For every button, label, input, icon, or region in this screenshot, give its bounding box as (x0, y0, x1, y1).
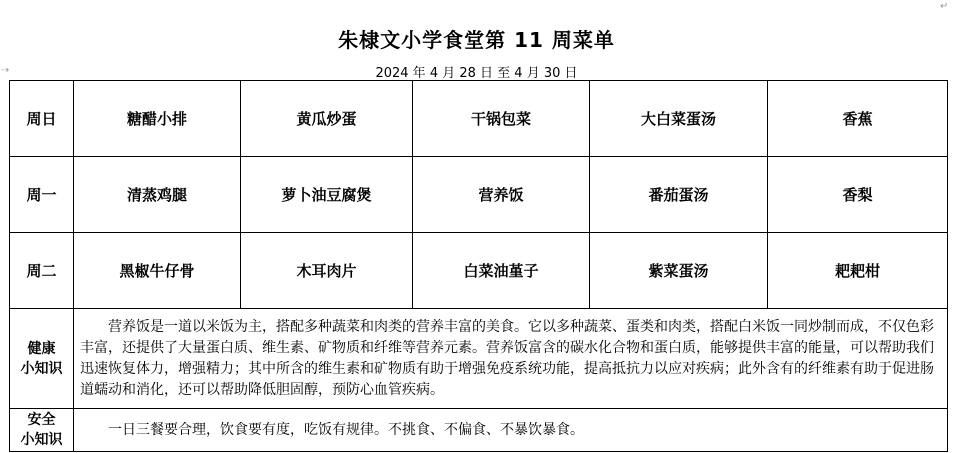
health-label-line1: 健康 (27, 340, 56, 357)
dish-cell: 清蒸鸡腿 (74, 157, 241, 233)
safety-label-line2: 小知识 (20, 432, 63, 448)
day-label: 周二 (10, 233, 74, 309)
dish-cell: 萝卜油豆腐煲 (241, 157, 413, 233)
menu-row-tuesday (10, 233, 948, 309)
dish-cell: 黑椒牛仔骨 (74, 233, 241, 309)
dish-cell: 紫菜蛋汤 (590, 233, 768, 309)
safety-tips-label (10, 409, 74, 452)
menu-row-monday (10, 157, 948, 233)
day-label: 周一 (10, 157, 74, 233)
dish-cell: 黄瓜炒蛋 (241, 81, 413, 157)
dish-cell: 糖醋小排 (74, 81, 241, 157)
date-range: 2024 年 4 月 28 日 至 4 月 30 日 (375, 66, 578, 81)
dish-cell: 香梨 (768, 157, 948, 233)
dish-cell: 干锅包菜 (413, 81, 590, 157)
safety-tips-row (10, 409, 948, 452)
page-title: 朱棣文小学食堂第 11 周菜单 (338, 28, 615, 52)
dish-cell: 白菜油堇子 (413, 233, 590, 309)
dish-cell: 营养饭 (413, 157, 590, 233)
day-label: 周日 (10, 81, 74, 157)
dish-cell: 番茄蛋汤 (590, 157, 768, 233)
health-label-line2: 小知识 (20, 360, 63, 377)
dish-cell: 木耳肉片 (241, 233, 413, 309)
health-tips-text: 营养饭是一道以米饭为主，搭配多种蔬菜和肉类的营养丰富的美食。它以多种蔬菜、蛋类和肉类，搭配白米饭一同炒制而成，不仅色彩丰富，还提供了大量蛋白质、维生素、矿物质和纤维等营养元素。营养饭富含的碳水化合物和蛋白质，能够提供丰富的能量，可以帮助我们迅速恢复体力，增强精力；其中所含的维生素和矿物质有助于增强免疫系统功能，提高抵抗力以应对疾病；此外含有的纤维素有助于促进肠道蠕动和消化，还可以帮助降低胆固醇，预防心血管疾病。 (74, 309, 948, 409)
health-tips-row (10, 309, 948, 409)
right-margin-marker: ↵ (940, 1, 949, 12)
menu-table (9, 80, 948, 452)
safety-label-line1: 安全 (27, 412, 56, 428)
dish-cell: 耙耙柑 (768, 233, 948, 309)
dish-cell: 大白菜蛋汤 (590, 81, 768, 157)
dish-cell: 香蕉 (768, 81, 948, 157)
left-margin-marker: ⇢ (1, 65, 10, 76)
menu-row-sunday (10, 81, 948, 157)
health-tips-label (10, 309, 74, 409)
safety-tips-text: 一日三餐要合理，饮食要有度，吃饭有规律。不挑食、不偏食、不暴饮暴食。 (74, 409, 948, 452)
